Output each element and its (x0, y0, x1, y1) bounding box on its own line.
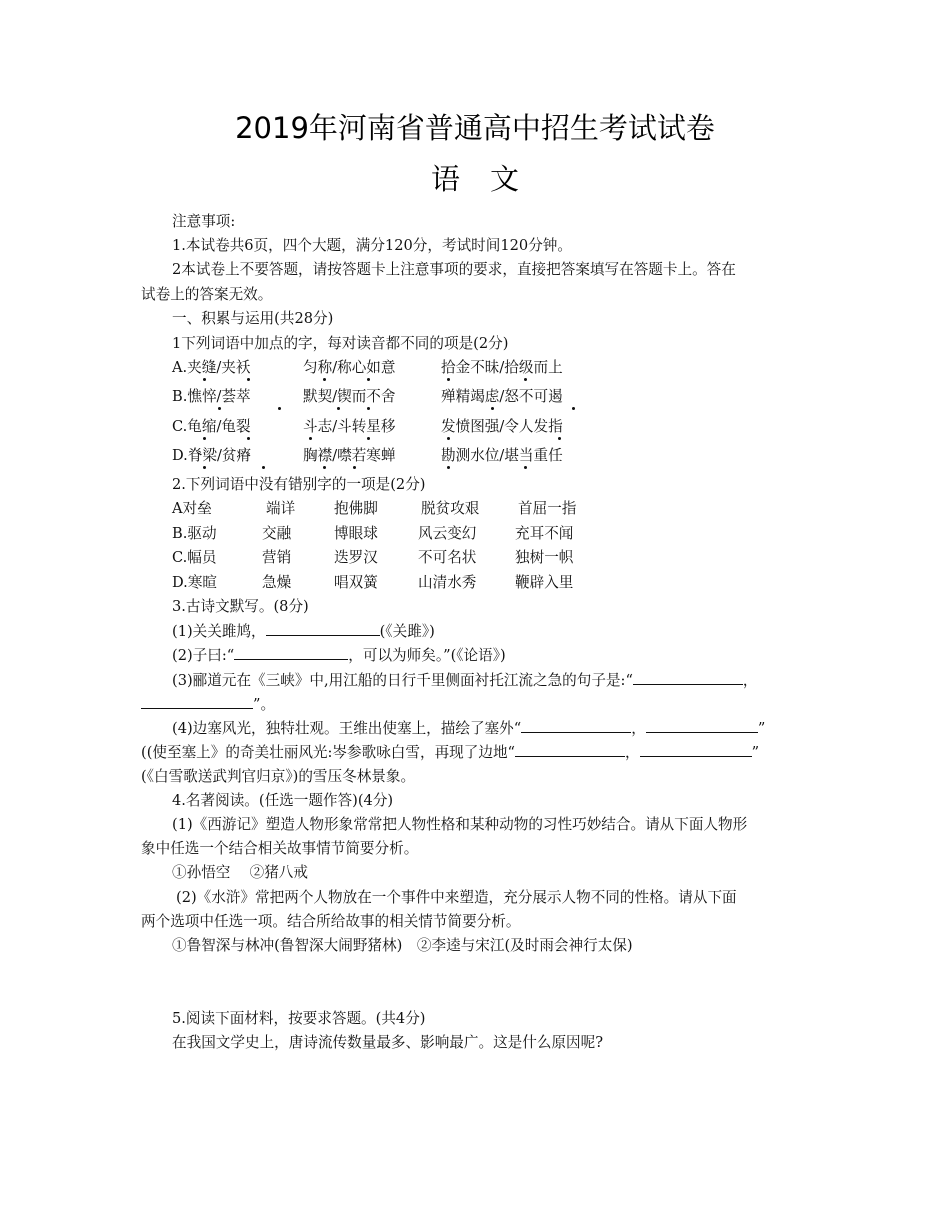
q3-part-4-line-1 (172, 718, 765, 739)
answer-blank (633, 670, 743, 685)
subject-title: 语文 (430, 162, 549, 196)
q2-b-5: 充耳不闻 (515, 525, 574, 542)
q3-part-1-text: (1)关关雎鸠， (172, 623, 266, 640)
q1-option-a-col3: 拾金不昧/拾级而上 (441, 359, 563, 376)
q1-option-a-col2: 匀称/称心如意 (303, 359, 396, 376)
q3-part-4-text-2: ((使至塞上》的奇美壮丽风光:岑参歌咏白雪，再现了边地“ (141, 744, 516, 761)
q3-part-3-end: ”。 (253, 696, 276, 713)
q2-c-5: 独树一帜 (515, 549, 574, 566)
q2-c-3: 迭罗汉 (334, 549, 378, 566)
answer-blank (234, 645, 348, 660)
q3-part-1-source: (《关雎》) (379, 623, 435, 640)
q4-a-options: ①孙悟空 ②猪八戒 (172, 864, 308, 881)
q3-part-4-comma: ， (631, 720, 646, 737)
q3-part-2-text: (2)子曰:“ (172, 647, 235, 664)
section-1-heading: 一、积累与运用(共28分) (172, 310, 334, 327)
q3-part-3-line-1 (172, 670, 758, 691)
q1-option-d-col3: 勘测水位/堪当重任 (441, 447, 563, 464)
q2-c-4: 不可名状 (418, 549, 477, 566)
answer-blank (646, 718, 758, 733)
q3-part-4-comma-2: ， (625, 744, 640, 761)
q2-c-2: 营销 (262, 549, 292, 566)
q3-part-4-quote-2: ” (751, 744, 760, 761)
q2-a-2: 端详 (266, 500, 296, 517)
answer-blank (515, 742, 625, 757)
q2-d-5: 鞭辟入里 (515, 574, 574, 591)
q3-part-3-line-2 (141, 694, 275, 715)
q1-option-c-col1: C.龟缩/龟裂 (172, 418, 251, 435)
q2-a-1: A对垒 (172, 500, 212, 517)
q3-part-4-quote: ” (757, 720, 766, 737)
q2-b-4: 风云变幻 (418, 525, 477, 542)
q2-a-4: 脱贫攻艰 (421, 500, 480, 517)
q1-option-b-col3: 殚精竭虑/怒不可遏 (441, 388, 563, 405)
q2-a-5: 首屈一指 (518, 500, 577, 517)
page-title: 2019年河南省普通高中招生考试试卷 (235, 111, 715, 145)
q2-d-2: 急燥 (262, 574, 292, 591)
answer-blank (141, 694, 253, 709)
q2-d-3: 唱双簧 (334, 574, 378, 591)
q2-stem: 2.下列词语中没有错别字的一项是(2分) (172, 476, 426, 493)
q4-a-line-2: 象中任选一个结合相关故事情节简要分析。 (141, 840, 419, 857)
q2-a-3: 抱佛脚 (334, 500, 378, 517)
q3-part-4-text: (4)边塞风光，独特壮观。王维出使塞上，描绘了塞外“ (172, 720, 522, 737)
q1-option-d-col1: D.脊梁/贫瘠 (172, 447, 252, 464)
answer-blank (521, 718, 631, 733)
note-1: 1.本试卷共6页，四个大题，满分120分，考试时间120分钟。 (172, 237, 572, 254)
q4-b-options: ①鲁智深与林冲(鲁智深大闹野猪林) ②李逵与宋江(及时雨会神行太保) (172, 937, 633, 954)
q4-b-line-1: (2)《水浒》常把两个人物放在一个事件中来塑造，充分展示人物不同的性格。请从下面 (176, 889, 737, 906)
q2-b-2: 交融 (262, 525, 292, 542)
q3-stem: 3.古诗文默写。(8分) (172, 598, 309, 615)
q4-stem: 4.名著阅读。(任选一题作答)(4分) (172, 792, 394, 809)
q1-option-b-col2: 默契/锲而不舍 (303, 388, 396, 405)
q3-part-3-comma: ， (742, 672, 758, 689)
q3-part-3-text: (3)郦道元在《三峡》中,用江船的日行千里侧面衬托江流之急的句子是:“ (172, 672, 633, 689)
q5-stem: 5.阅读下面材料，按要求答题。(共4分) (172, 1010, 426, 1027)
q1-option-d-col2: 胸襟/噤若寒蝉 (303, 447, 396, 464)
q1-stem: 1下列词语中加点的字，每对读音都不同的项是(2分) (172, 335, 509, 352)
q3-part-2 (172, 645, 506, 666)
q1-option-c-col3: 发愤图强/令人发指 (441, 418, 563, 435)
notes-heading: 注意事项: (172, 213, 236, 230)
q1-option-b-col1: B.憔悴/荟萃 (172, 388, 251, 405)
note-2-line-1: 2本试卷上不要答题，请按答题卡上注意事项的要求，直接把答案填写在答题卡上。答在 (172, 261, 736, 278)
q1-option-c-col2: 斗志/斗转星移 (303, 418, 396, 435)
q2-b-3: 博眼球 (334, 525, 378, 542)
q3-part-2-source: ，可以为师矣。”(《论语》) (348, 647, 506, 664)
q4-b-line-2: 两个选项中任选一项。结合所给故事的相关情节简要分析。 (141, 913, 521, 930)
q2-c-1: C.幅员 (172, 549, 217, 566)
note-2-line-2: 试卷上的答案无效。 (141, 286, 273, 303)
q5-text: 在我国文学史上，唐诗流传数量最多、影响最广。这是什么原因呢? (172, 1034, 604, 1051)
q1-option-a-col1: A.夹缝/夹袄 (172, 359, 251, 376)
q3-part-4-line-3: (《白雪歌送武判官归京》)的雪压冬林景象。 (141, 768, 416, 785)
q3-part-1 (172, 621, 435, 642)
q2-b-1: B.驱动 (172, 525, 217, 542)
answer-blank (640, 742, 752, 757)
q4-a-line-1: (1)《西游记》塑造人物形象常常把人物性格和某种动物的习性巧妙结合。请从下面人物形 (172, 816, 748, 833)
answer-blank (266, 621, 380, 636)
q2-d-4: 山清水秀 (418, 574, 477, 591)
q3-part-4-line-2 (141, 742, 759, 763)
q2-d-1: D.寒暄 (172, 574, 218, 591)
